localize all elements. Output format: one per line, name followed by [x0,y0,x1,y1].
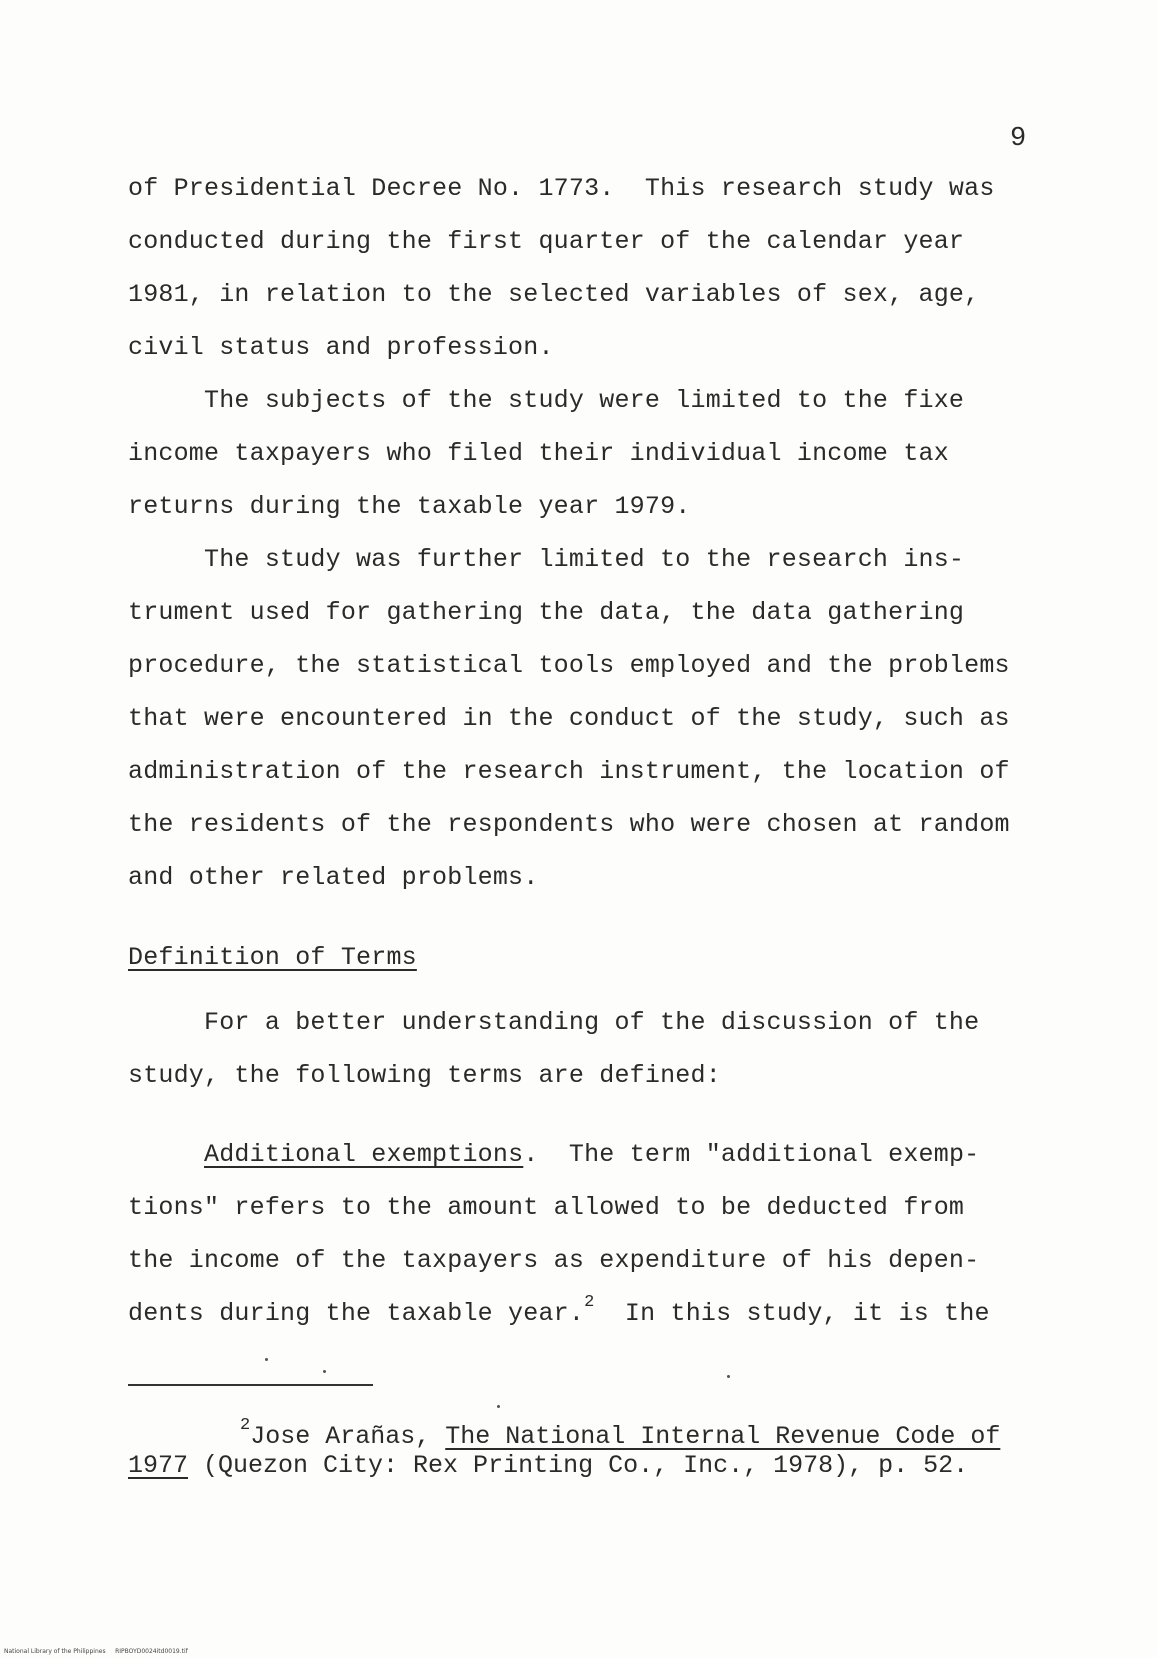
body-line: conducted during the first quarter of the calendar year [128,227,965,256]
footnote-title: 1977 [128,1451,189,1480]
definition-line: the income of the taxpayers as expenditure of his depen- [128,1246,980,1275]
footnote-line [240,1416,1001,1451]
body-line: of Presidential Decree No. 1773. This research study was [128,174,995,203]
section-heading: Definition of Terms [128,943,417,972]
footnote-number: 2 [240,1416,251,1435]
body-line: trument used for gathering the data, the data gathering [128,598,965,627]
footnote-line [128,1451,968,1480]
body-line: returns during the taxable year 1979. [128,492,691,521]
definition-line [128,1293,990,1328]
body-line: administration of the research instrument, the location of [128,757,1010,786]
defined-term: Additional exemptions [204,1140,524,1169]
definition-intro-line: study, the following terms are defined: [128,1061,721,1090]
body-line: that were encountered in the conduct of the study, such as [128,704,1010,733]
footnote-separator [128,1384,373,1386]
body-line: The study was further limited to the research ins- [128,545,965,574]
scan-speck [727,1375,730,1378]
body-line: civil status and profession. [128,333,554,362]
scan-speck [323,1370,326,1373]
definition-text: . The term "additional exemp- [523,1140,980,1169]
body-line: The subjects of the study were limited to the fixe [128,386,965,415]
definition-text: In this study, it is the [594,1299,990,1328]
body-line: procedure, the statistical tools employed and the problems [128,651,1010,680]
library-stamp: National Library of the Philippines RIPBOYD0024itd0019.tif [4,1648,188,1655]
footnote-reference: 2 [584,1293,595,1312]
definition-intro-line: For a better understanding of the discussion of the [128,1008,980,1037]
page-number: 9 [1010,124,1027,154]
body-line: the residents of the respondents who were chosen at random [128,810,1010,839]
footnote-title: The National Internal Revenue Code of [445,1422,1001,1451]
footnote-publication: (Quezon City: Rex Printing Co., Inc., 1978), p. 52. [188,1451,969,1480]
scan-speck [265,1358,268,1361]
definition-text: dents during the taxable year. [128,1299,585,1328]
definition-line: tions" refers to the amount allowed to be deducted from [128,1193,965,1222]
body-line: and other related problems. [128,863,539,892]
scan-speck [497,1405,500,1408]
footnote-author: Jose Arañas, [250,1422,446,1451]
body-line: income taxpayers who filed their individual income tax [128,439,949,468]
body-line: 1981, in relation to the selected variables of sex, age, [128,280,980,309]
definition-line [128,1140,979,1169]
